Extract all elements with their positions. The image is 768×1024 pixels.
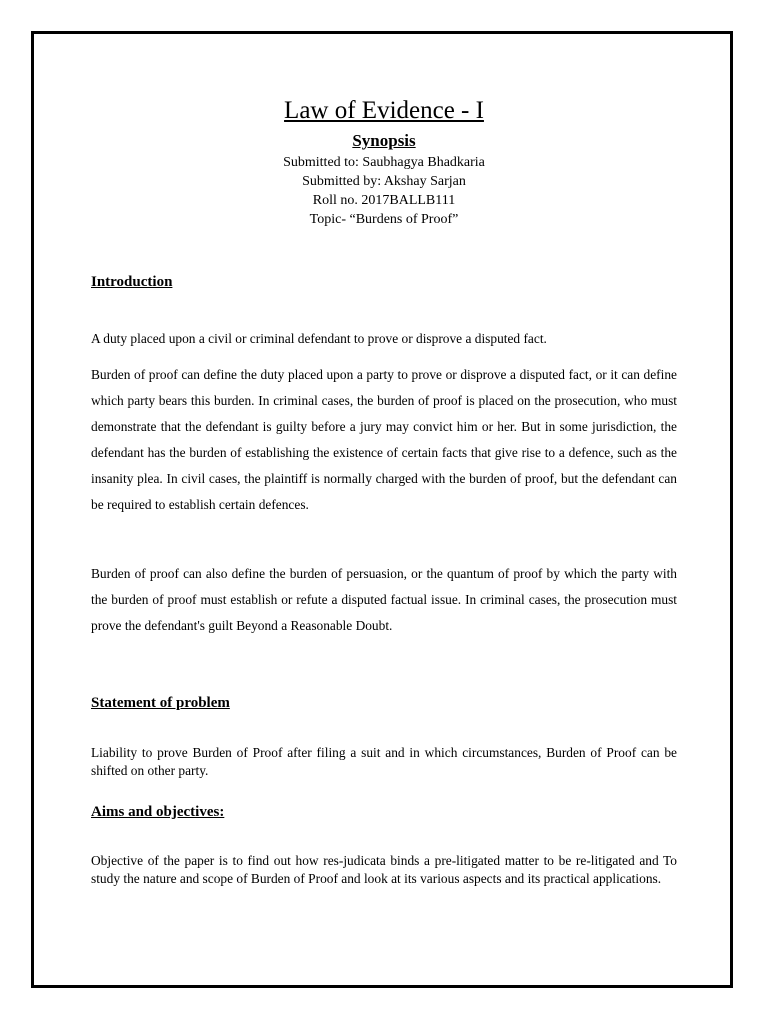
aims-and-objectives-paragraph: Objective of the paper is to find out how res-judicata binds a pre-litigated matter to be re-litigated and To study the nature and scope of Burden of Proof and look at its various aspects and its practical applications. [91,853,677,886]
statement-of-problem-heading: Statement of problem [91,695,230,711]
introduction-heading: Introduction [91,274,173,290]
aims-and-objectives-heading: Aims and objectives: [91,804,225,820]
statement-of-problem-paragraph: Liability to prove Burden of Proof after filing a suit and in which circumstances, Burden of Proof can be shifted on other party. [91,745,677,778]
document-subtitle: Synopsis [352,131,416,150]
introduction-paragraph-2: Burden of proof can define the duty placed upon a party to prove or disprove a disputed fact, or it can define which party bears this burden. In criminal cases, the burden of proof is placed on the prosecution, who must demonstrate that the defendant is guilty before a jury may convict him or her. But in some jurisdiction, the defendant has the burden of establishing the existence of certain facts that give rise to a defence, such as the insanity plea. In civil cases, the plaintiff is normally charged with the burden of proof, but the defendant can be required to establish certain defences. [91,367,677,512]
introduction-paragraph-1: A duty placed upon a civil or criminal defendant to prove or disprove a disputed fact. [91,331,547,346]
roll-number: Roll no. 2017BALLB111 [312,193,456,208]
submitted-to: Submitted to: Saubhagya Bhadkaria [283,155,485,170]
document-header [0,95,768,229]
topic: Topic- “Burdens of Proof” [309,212,459,227]
document-title: Law of Evidence - I [284,97,484,124]
submitted-by: Submitted by: Akshay Sarjan [302,174,466,189]
introduction-paragraph-3: Burden of proof can also define the burden of persuasion, or the quantum of proof by which the party with the burden of proof must establish or refute a disputed factual issue. In criminal cases, the prosecution must prove the defendant's guilt Beyond a Reasonable Doubt. [91,566,677,633]
